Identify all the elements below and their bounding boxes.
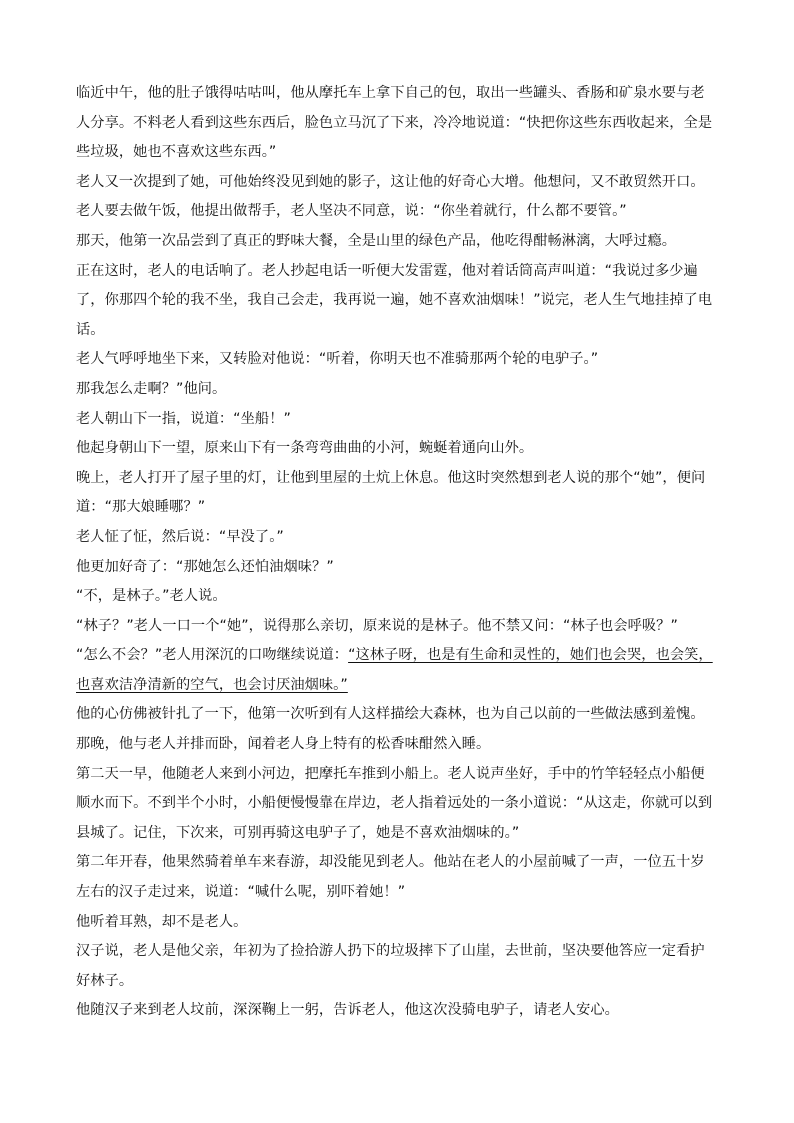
paragraph-with-underline xyxy=(76,641,718,700)
paragraph: 老人朝山下一指，说道：“坐船！” xyxy=(76,410,291,427)
paragraph: 那天，他第一次品尝到了真正的野味大餐，全是山里的绿色产品，他吃得酣畅淋漓，大呼过瘾。 xyxy=(76,232,677,249)
paragraph: 他更加好奇了：“那她怎么还怕油烟味？” xyxy=(76,558,334,575)
paragraph: 那我怎么走啊？”他问。 xyxy=(76,380,227,397)
paragraph: 老人气呼呼地坐下来，又转脸对他说：“听着，你明天也不准骑那两个轮的电驴子。” xyxy=(76,351,599,368)
paragraph: 老人又一次提到了她，可他始终没见到她的影子，这让他的好奇心大增。他想问，又不敢贸然开口。 xyxy=(76,173,705,190)
underlined-quote: “这林子呀，也是有生命和灵性的，她们也会哭，也会笑，也喜欢洁净清新的空气，也会讨厌油烟味。” xyxy=(76,647,713,693)
paragraph-lead: “怎么不会？”老人用深沉的口吻继续说道： xyxy=(76,647,349,664)
paragraph: 临近中午，他的肚子饿得咕咕叫，他从摩托车上拿下自己的包，取出一些罐头、香肠和矿泉水要与老人分享。不料老人看到这些东西后，脸色立马沉了下来，冷冷地说道：“快把你这些东西收起来，全是些垃圾，她也不喜欢这些东西。” xyxy=(76,85,713,161)
paragraph: 他起身朝山下一望，原来山下有一条弯弯曲曲的小河，蜿蜒着通向山外。 xyxy=(76,440,534,457)
paragraph: 第二年开春，他果然骑着单车来春游，却没能见到老人。他站在老人的小屋前喊了一声，一位五十岁左右的汉子走过来，说道：“喊什么呢，别吓着她！” xyxy=(76,854,705,901)
paragraph: 老人要去做午饭，他提出做帮手，老人坚决不同意，说：“你坐着就行，什么都不要管。” xyxy=(76,203,627,220)
paragraph: 正在这时，老人的电话响了。老人抄起电话一听便大发雷霆，他对着话筒高声叫道：“我说过多少遍了，你那四个轮的我不坐，我自己会走，我再说一遍，她不喜欢油烟味！”说完，老人生气地挂掉了电话。 xyxy=(76,262,713,338)
paragraph: 晚上，老人打开了屋子里的灯，让他到里屋的土炕上休息。他这时突然想到老人说的那个“她”，便问道：“那大娘睡哪？” xyxy=(76,469,706,516)
story-body xyxy=(76,79,718,1026)
paragraph: 他听着耳熟，却不是老人。 xyxy=(76,913,248,930)
paragraph: 他的心仿佛被针扎了一下，他第一次听到有人这样描绘大森林，也为自己以前的一些做法感到羞愧。那晚，他与老人并排而卧，闻着老人身上特有的松香味酣然入睡。 xyxy=(76,706,705,753)
paragraph: 他随汉子来到老人坟前，深深鞠上一躬，告诉老人，他这次没骑电驴子，请老人安心。 xyxy=(76,1002,619,1019)
paragraph: “不，是林子。”老人说。 xyxy=(76,588,227,605)
paragraph: “林子？”老人一口一个“她”，说得那么亲切，原来说的是林子。他不禁又问：“林子也会呼吸？” xyxy=(76,617,678,634)
paragraph: 汉子说，老人是他父亲，年初为了捡拾游人扔下的垃圾摔下了山崖，去世前，坚决要他答应一定看护好林子。 xyxy=(76,943,705,989)
paragraph: 老人怔了怔，然后说：“早没了。” xyxy=(76,528,284,545)
paragraph: 第二天一早，他随老人来到小河边，把摩托车推到小船上。老人说声坐好，手中的竹竿轻轻点小船便顺水而下。不到半个小时，小船便慢慢靠在岸边，老人指着远处的一条小道说：“从这走，你就可以到县城了。记住，下次来，可别再骑这电驴子了，她是不喜欢油烟味的。” xyxy=(76,765,713,841)
